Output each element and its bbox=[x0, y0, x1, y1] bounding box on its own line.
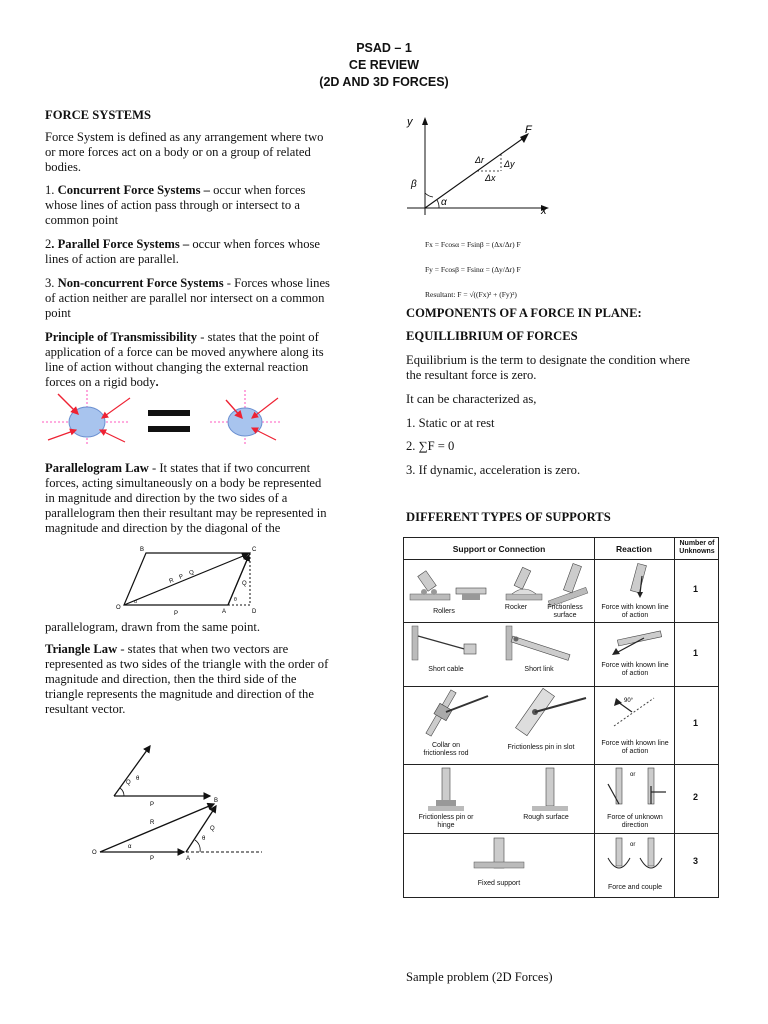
reaction-caption-row5: Force and couple bbox=[607, 884, 663, 891]
row2-support-drawing bbox=[408, 626, 594, 666]
label-Q: Q bbox=[242, 581, 247, 587]
components-heading: COMPONENTS OF A FORCE IN PLANE: bbox=[406, 306, 642, 320]
parallelogram-continuation: parallelogram, drawn from the same point. bbox=[45, 620, 261, 634]
beta-label: β bbox=[411, 179, 417, 190]
unknowns-row4: 2 bbox=[693, 792, 699, 802]
row1-reaction-drawing bbox=[614, 564, 664, 604]
row5-reaction-drawing bbox=[600, 838, 674, 882]
condition-3: 3. If dynamic, acceleration is zero. bbox=[406, 463, 581, 477]
label-P-diag: P bbox=[178, 573, 185, 581]
axis-x: x bbox=[541, 205, 547, 217]
caption-frictionless-surface: Frictionless surface bbox=[547, 604, 583, 619]
tri-top-theta: θ bbox=[136, 776, 140, 782]
force-systems-heading: FORCE SYSTEMS bbox=[45, 108, 152, 122]
label-C: C bbox=[252, 547, 257, 553]
tri-label-alpha: α bbox=[128, 844, 132, 850]
label-D: D bbox=[252, 609, 257, 615]
triangle-law-figure bbox=[92, 740, 272, 860]
unknowns-row1: 1 bbox=[693, 584, 699, 594]
doc-subtitle: (2D AND 3D FORCES) bbox=[319, 75, 449, 89]
tri-label-Q: Q bbox=[210, 826, 215, 832]
label-Q-diag: Q bbox=[188, 569, 196, 577]
tri-label-theta: θ bbox=[202, 836, 206, 842]
tri-label-P: P bbox=[150, 856, 155, 862]
force-label-F: F bbox=[525, 124, 532, 136]
parallelogram-figure bbox=[110, 543, 270, 618]
label-P: P bbox=[174, 611, 179, 617]
reaction-caption-row1: Force with known line of action bbox=[601, 604, 669, 619]
unknowns-row3: 1 bbox=[693, 718, 699, 728]
dy-label: Δy bbox=[504, 159, 515, 169]
right-angle-label: 90° bbox=[624, 698, 634, 704]
caption-short-link: Short link bbox=[524, 666, 554, 673]
eq-resultant: Resultant: F = √((Fx)² + (Fy)²) bbox=[425, 290, 517, 299]
row5-or: or bbox=[630, 842, 636, 848]
parallelogram-law-paragraph: Parallelogram Law - It states that if two concurrent forces, acting simultaneously on a body be represented in magnitude and direction by the two sides of a parallelogram then their resultant may be represented in magnitude and direction by the diagonal of the bbox=[45, 461, 327, 535]
caption-short-cable: Short cable bbox=[428, 666, 464, 673]
caption-collar: Collar on frictionless rod bbox=[423, 742, 469, 757]
concurrent-force-item: 1. Concurrent Force Systems – occur when forces whose lines of action pass through or intersect to a common point bbox=[45, 183, 306, 227]
equilibrium-heading: EQUILLIBRIUM OF FORCES bbox=[406, 329, 578, 343]
header-reaction: Reaction bbox=[616, 544, 652, 554]
force-component-figure bbox=[405, 115, 555, 220]
eq-fx: Fx = Fcosα = Fsinβ = (Δx/Δr) F bbox=[425, 240, 521, 249]
row3-reaction-drawing bbox=[604, 694, 668, 738]
non-concurrent-force-item: 3. Non-concurrent Force Systems - Forces whose lines of action neither are parallel nor intersect on a common point bbox=[45, 276, 330, 320]
supports-heading: DIFFERENT TYPES OF SUPPORTS bbox=[406, 510, 611, 524]
caption-rocker: Rocker bbox=[504, 604, 528, 611]
caption-pin-in-slot: Frictionless pin in slot bbox=[507, 744, 575, 751]
sample-problem: Sample problem (2D Forces) bbox=[406, 970, 553, 984]
row4-or: or bbox=[630, 772, 636, 778]
tri-top-label-P: P bbox=[150, 802, 155, 808]
unknowns-row2: 1 bbox=[693, 648, 699, 658]
label-O: O bbox=[116, 605, 121, 611]
transmissibility-figure bbox=[40, 388, 290, 446]
tri-label-O: O bbox=[92, 850, 97, 856]
tri-label-R: R bbox=[150, 820, 155, 826]
characterized-line: It can be characterized as, bbox=[406, 392, 537, 406]
row3-support-drawing bbox=[408, 688, 594, 736]
label-B: B bbox=[140, 547, 145, 553]
triangle-law-paragraph: Triangle Law - states that when two vectors are represented as two sides of the triangle with the order of magnitude and direction, then the third side of the triangle represents the magnitude and direction of the resultant vector. bbox=[45, 642, 329, 716]
eq-fy: Fy = Fcosβ = Fsinα = (Δy/Δr) F bbox=[425, 265, 521, 274]
condition-2: 2. ∑F = 0 bbox=[406, 439, 455, 453]
unknowns-row5: 3 bbox=[693, 856, 699, 866]
reaction-caption-row4: Force of unknown direction bbox=[607, 814, 663, 829]
label-theta: θ bbox=[234, 597, 237, 603]
alpha-label: α bbox=[441, 197, 447, 208]
equilibrium-definition: Equilibrium is the term to designate the condition where the resultant force is zero. bbox=[406, 353, 690, 382]
tri-label-B: B bbox=[214, 798, 219, 804]
tri-label-A: A bbox=[186, 856, 191, 862]
caption-rollers: Rollers bbox=[433, 608, 455, 615]
row5-support-drawing bbox=[464, 838, 544, 878]
tri-top-label-Q: Q bbox=[126, 780, 131, 786]
force-system-definition: Force System is defined as any arrangement where two or more forces act on a body or on a group of related bodies. bbox=[45, 130, 324, 174]
reaction-caption-row3: Force with known line of action bbox=[601, 740, 669, 755]
condition-1: 1. Static or at rest bbox=[406, 416, 495, 430]
row1-support-drawing bbox=[408, 564, 594, 606]
row2-reaction-drawing bbox=[604, 630, 668, 664]
label-A: A bbox=[222, 609, 227, 615]
row4-support-drawing bbox=[408, 768, 594, 814]
doc-title: CE REVIEW bbox=[348, 58, 420, 72]
dr-label: Δr bbox=[475, 155, 485, 165]
caption-fixed-support: Fixed support bbox=[477, 880, 521, 887]
caption-rough-surface: Rough surface bbox=[523, 814, 569, 821]
supports-table bbox=[403, 537, 719, 898]
reaction-caption-row2: Force with known line of action bbox=[601, 662, 669, 677]
axis-y: y bbox=[407, 116, 413, 128]
caption-pin-hinge: Frictionless pin or hinge bbox=[418, 814, 474, 829]
label-R: R bbox=[168, 577, 175, 585]
transmissibility-paragraph: Principle of Transmissibility - states that the point of application of a force can be moved anywhere along its line of action without changing the external reaction forces on a rigid body. bbox=[45, 330, 324, 389]
parallel-force-item: 2. Parallel Force Systems – occur when forces whose lines of action are parallel. bbox=[45, 237, 321, 266]
dx-label: Δx bbox=[485, 173, 496, 183]
doc-code: PSAD – 1 bbox=[356, 41, 412, 55]
header-unknowns: Number of Unknowns bbox=[679, 540, 715, 555]
header-support: Support or Connection bbox=[452, 544, 546, 554]
row4-reaction-drawing bbox=[600, 768, 674, 812]
label-alpha: α bbox=[134, 599, 137, 605]
